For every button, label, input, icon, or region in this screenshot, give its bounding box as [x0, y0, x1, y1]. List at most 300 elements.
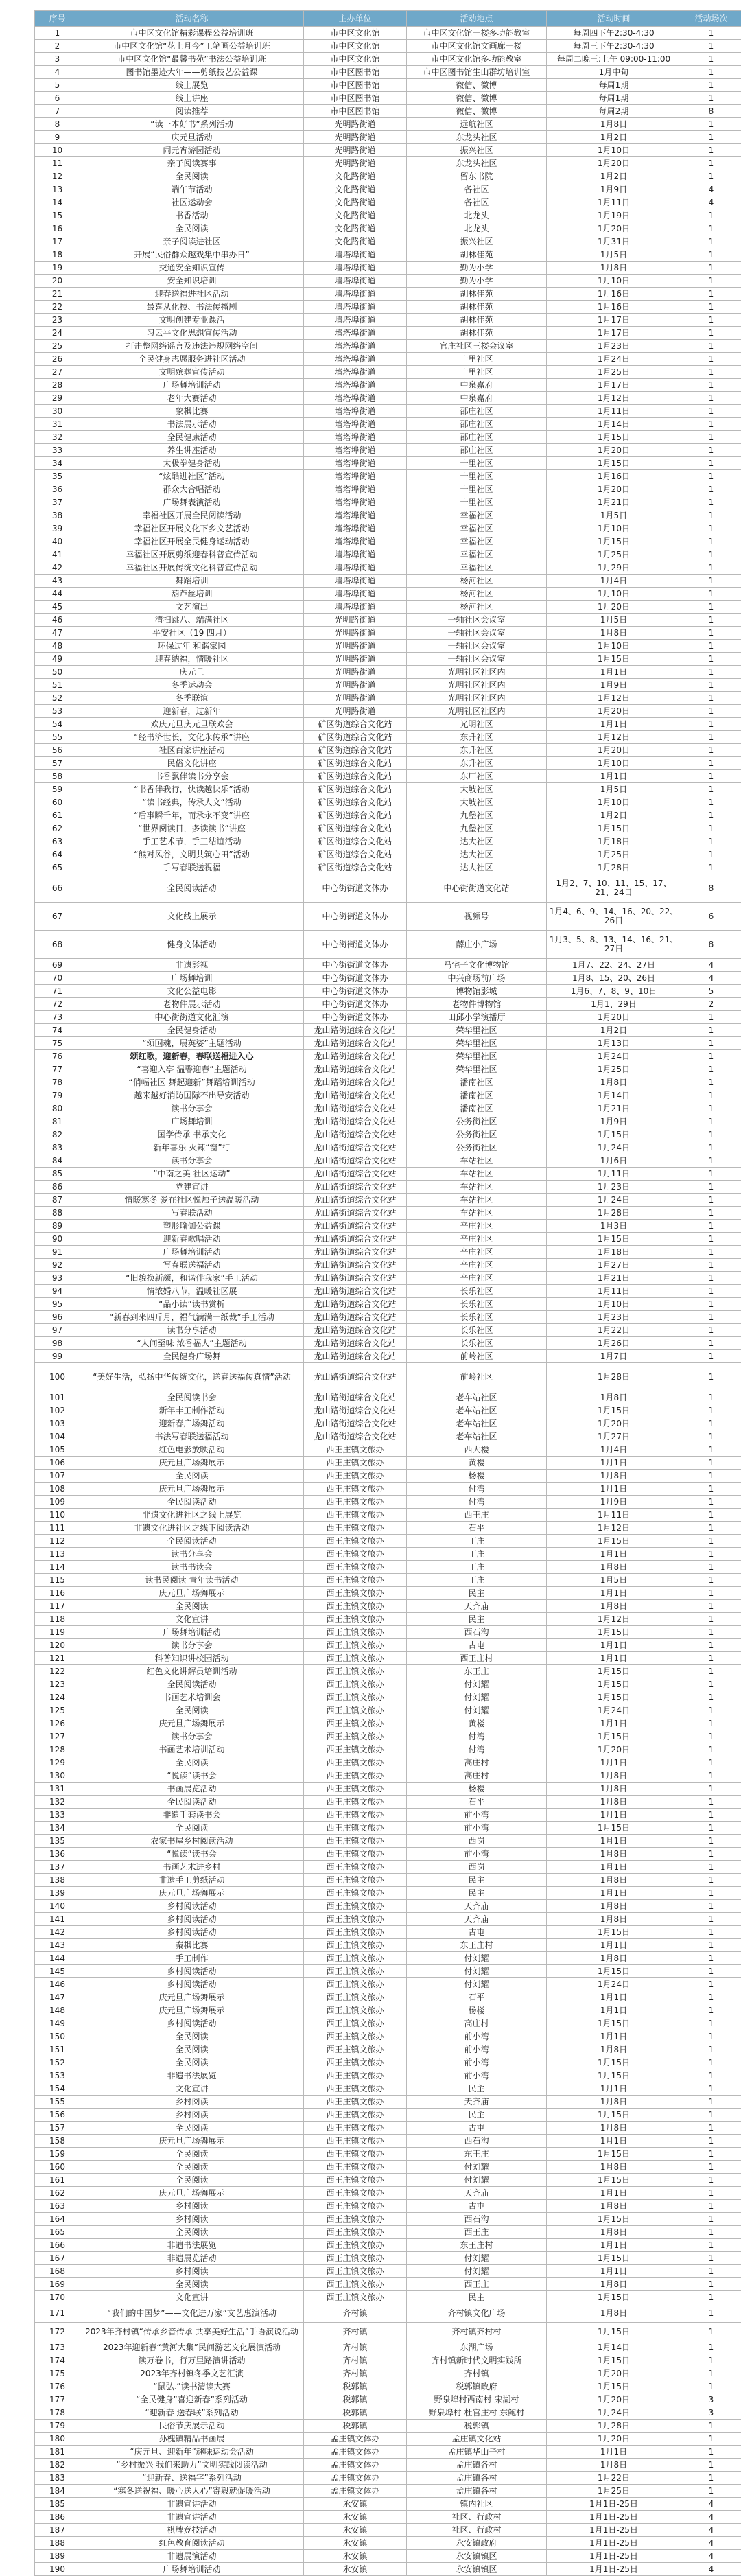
cell-time: 1月7日	[547, 1350, 681, 1363]
cell-organizer: 西王庄镇文旅办	[304, 1704, 407, 1717]
table-row	[35, 79, 741, 92]
cell-time: 1月25日	[547, 366, 681, 379]
cell-index: 147	[35, 1991, 80, 2004]
cell-location: 东王庄	[407, 2148, 547, 2161]
cell-sessions: 1	[681, 1194, 741, 1207]
table-row	[35, 1978, 741, 1991]
cell-organizer: 齐村镇	[304, 2354, 407, 2367]
table-row	[35, 2096, 741, 2109]
cell-organizer: 墙塔埠街道	[304, 366, 407, 379]
cell-location: 东升社区	[407, 744, 547, 757]
cell-time: 1月25日	[547, 2485, 681, 2498]
cell-activity-name: 打击整网络谣言及违法违规网络空间	[80, 340, 304, 353]
cell-sessions: 1	[681, 1430, 741, 1443]
table-row	[35, 1076, 741, 1089]
cell-sessions: 1	[681, 653, 741, 666]
table-row	[35, 522, 741, 535]
cell-sessions: 1	[681, 1939, 741, 1952]
cell-index: 162	[35, 2187, 80, 2200]
cell-location: 马宅子文化博物馆	[407, 959, 547, 972]
cell-sessions: 1	[681, 2069, 741, 2082]
cell-sessions: 4	[681, 196, 741, 209]
cell-sessions: 1	[681, 1704, 741, 1717]
table-row	[35, 92, 741, 105]
table-row	[35, 1769, 741, 1783]
cell-activity-name: 党建宣讲	[80, 1181, 304, 1194]
table-row	[35, 27, 741, 40]
cell-time: 1月20日	[547, 705, 681, 718]
cell-location: 付刘耀	[407, 2161, 547, 2174]
cell-sessions: 1	[681, 1037, 741, 1050]
cell-index: 96	[35, 1311, 80, 1324]
cell-activity-name: 全民阅读	[80, 2030, 304, 2043]
cell-time: 1月8日	[547, 118, 681, 131]
cell-activity-name: 非遗宣讲活动	[80, 2498, 304, 2511]
cell-time: 1月8日	[547, 1913, 681, 1926]
header-organizer: 主办单位	[304, 11, 407, 27]
cell-index: 120	[35, 1639, 80, 1652]
cell-sessions: 1	[681, 1613, 741, 1626]
cell-sessions: 1	[681, 1861, 741, 1874]
cell-location: 杨楼	[407, 2004, 547, 2017]
cell-time: 1月8日	[547, 1900, 681, 1913]
cell-organizer: 西王庄镇文旅办	[304, 1730, 407, 1743]
cell-time: 1月1、29日	[547, 998, 681, 1011]
cell-sessions: 5	[681, 985, 741, 998]
cell-index: 19	[35, 262, 80, 275]
cell-time: 1月4日	[547, 1443, 681, 1457]
cell-sessions: 1	[681, 444, 741, 457]
cell-index: 74	[35, 1024, 80, 1037]
table-row	[35, 235, 741, 248]
cell-time: 1月1日	[547, 1717, 681, 1730]
cell-time: 1月4、6、9、14、16、20、22、26日	[547, 903, 681, 931]
table-row	[35, 959, 741, 972]
cell-location: 邵庄社区	[407, 418, 547, 431]
table-row	[35, 1691, 741, 1704]
cell-organizer: 龙山路街道综合文化站	[304, 1350, 407, 1363]
table-row	[35, 1926, 741, 1939]
cell-index: 164	[35, 2213, 80, 2226]
cell-location: 孟庄镇文化站	[407, 2433, 547, 2446]
cell-sessions: 4	[681, 2511, 741, 2524]
cell-sessions: 1	[681, 1496, 741, 1509]
cell-activity-name: 非遗文化进社区之线下阅读活动	[80, 1522, 304, 1535]
table-row	[35, 548, 741, 561]
table-row	[35, 1154, 741, 1168]
cell-location: 东升社区	[407, 731, 547, 744]
cell-index: 40	[35, 535, 80, 548]
cell-location: 各社区	[407, 183, 547, 196]
cell-index: 23	[35, 314, 80, 327]
cell-location: 社区、行政村	[407, 2511, 547, 2524]
cell-time: 1月10日	[547, 275, 681, 288]
cell-organizer: 光明路街道	[304, 666, 407, 679]
cell-organizer: 中心街街道文体办	[304, 998, 407, 1011]
cell-time: 1月24日	[547, 1050, 681, 1063]
cell-location: 天齐庙	[407, 2096, 547, 2109]
cell-organizer: 文化路街道	[304, 222, 407, 235]
cell-sessions: 1	[681, 522, 741, 535]
cell-index: 95	[35, 1298, 80, 1311]
cell-location: 永安镇政府	[407, 2537, 547, 2550]
cell-location: 高庄村	[407, 1756, 547, 1769]
cell-organizer: 龙山路街道综合文化站	[304, 1168, 407, 1181]
cell-sessions: 1	[681, 2354, 741, 2367]
cell-location: 付刘耀	[407, 1952, 547, 1965]
cell-activity-name: 全民阅读	[80, 170, 304, 183]
cell-location: 中泉嘉府	[407, 392, 547, 405]
cell-index: 89	[35, 1220, 80, 1233]
cell-activity-name: 平安社区（19 四月）	[80, 627, 304, 640]
table-row	[35, 1574, 741, 1587]
cell-sessions: 1	[681, 2213, 741, 2226]
table-row	[35, 588, 741, 601]
cell-activity-name: “俏幅社区 舞起迎新”舞蹈培训活动	[80, 1076, 304, 1089]
cell-time: 1月11日	[547, 1168, 681, 1181]
cell-organizer: 孟庄镇文体办	[304, 2446, 407, 2459]
cell-sessions: 1	[681, 170, 741, 183]
table-row	[35, 1417, 741, 1430]
cell-index: 105	[35, 1443, 80, 1457]
cell-index: 137	[35, 1861, 80, 1874]
cell-index: 133	[35, 1809, 80, 1822]
table-row	[35, 157, 741, 170]
cell-index: 16	[35, 222, 80, 235]
cell-location: 石平	[407, 1991, 547, 2004]
cell-index: 129	[35, 1756, 80, 1769]
cell-index: 15	[35, 209, 80, 222]
cell-index: 33	[35, 444, 80, 457]
cell-location: 丁庄	[407, 1535, 547, 1548]
cell-organizer: 西王庄镇文旅办	[304, 1835, 407, 1848]
cell-location: 九堡社区	[407, 809, 547, 822]
cell-sessions: 1	[681, 744, 741, 757]
cell-time: 1月2日	[547, 1024, 681, 1037]
cell-index: 168	[35, 2265, 80, 2278]
cell-time: 1月1日	[547, 2004, 681, 2017]
cell-location: 邵庄社区	[407, 405, 547, 418]
cell-time: 1月15日	[547, 2017, 681, 2030]
cell-organizer: 西王庄镇文旅办	[304, 2187, 407, 2200]
table-row	[35, 1141, 741, 1154]
cell-activity-name: 读书分享活动	[80, 1324, 304, 1337]
cell-location: 天齐庙	[407, 2187, 547, 2200]
header-time: 活动时间	[547, 11, 681, 27]
cell-sessions: 1	[681, 392, 741, 405]
cell-sessions: 1	[681, 2341, 741, 2354]
cell-activity-name: 手工艺术节，手工结谊活动	[80, 835, 304, 848]
cell-location: 前小湾	[407, 2056, 547, 2069]
cell-activity-name: 全民阅读	[80, 2148, 304, 2161]
cell-index: 99	[35, 1350, 80, 1363]
table-row	[35, 1128, 741, 1141]
cell-time: 1月8日	[547, 2043, 681, 2056]
cell-organizer: 墙塔埠街道	[304, 588, 407, 601]
table-row	[35, 2393, 741, 2406]
cell-time: 1月15日	[547, 1730, 681, 1743]
cell-activity-name: 老年大赛活动	[80, 392, 304, 405]
cell-sessions: 1	[681, 1154, 741, 1168]
cell-organizer: 西王庄镇文旅办	[304, 1639, 407, 1652]
cell-index: 136	[35, 1848, 80, 1861]
cell-organizer: 西王庄镇文旅办	[304, 1626, 407, 1639]
cell-time: 1月15日	[547, 1128, 681, 1141]
table-row	[35, 770, 741, 783]
cell-index: 81	[35, 1115, 80, 1128]
cell-sessions: 1	[681, 2226, 741, 2239]
cell-time: 1月1日	[547, 1835, 681, 1848]
cell-activity-name: 秦棋比赛	[80, 1939, 304, 1952]
cell-activity-name: 全民阅读	[80, 1822, 304, 1835]
cell-time: 1月15日	[547, 2069, 681, 2082]
cell-organizer: 西王庄镇文旅办	[304, 2161, 407, 2174]
cell-index: 109	[35, 1496, 80, 1509]
cell-index: 182	[35, 2459, 80, 2472]
cell-sessions: 4	[681, 2524, 741, 2537]
cell-sessions: 1	[681, 1626, 741, 1639]
cell-activity-name: 书画艺术培训活动	[80, 1743, 304, 1756]
cell-activity-name: 书画展览活动	[80, 1783, 304, 1796]
cell-activity-name: “世界阅读日，多读读书”讲座	[80, 822, 304, 835]
cell-time: 1月24日	[547, 1978, 681, 1991]
cell-index: 116	[35, 1587, 80, 1600]
cell-location: 齐村镇	[407, 2367, 547, 2380]
cell-index: 21	[35, 288, 80, 301]
cell-sessions: 1	[681, 431, 741, 444]
cell-time: 1月15日	[547, 457, 681, 470]
cell-organizer: 西王庄镇文旅办	[304, 1848, 407, 1861]
cell-activity-name: 情暖寒冬 爱在社区悦烛子送温暖活动	[80, 1194, 304, 1207]
table-row	[35, 2354, 741, 2367]
cell-location: 达大社区	[407, 835, 547, 848]
table-row	[35, 40, 741, 53]
table-row	[35, 2511, 741, 2524]
cell-time: 1月16日	[547, 301, 681, 314]
cell-index: 61	[35, 809, 80, 822]
cell-sessions: 1	[681, 2367, 741, 2380]
cell-index: 11	[35, 157, 80, 170]
cell-index: 165	[35, 2226, 80, 2239]
cell-index: 115	[35, 1574, 80, 1587]
cell-activity-name: 市中区文化馆“花上月今”工笔画公益培训班	[80, 40, 304, 53]
cell-index: 47	[35, 627, 80, 640]
table-row	[35, 2550, 741, 2563]
table-row	[35, 1443, 741, 1457]
table-row	[35, 1991, 741, 2004]
cell-organizer: 西王庄镇文旅办	[304, 1678, 407, 1691]
cell-index: 77	[35, 1063, 80, 1076]
cell-index: 56	[35, 744, 80, 757]
cell-location: 辛庄社区	[407, 1246, 547, 1259]
cell-time: 1月15日	[547, 653, 681, 666]
table-row	[35, 2304, 741, 2323]
table-row	[35, 1509, 741, 1522]
cell-organizer: 西王庄镇文旅办	[304, 1874, 407, 1887]
cell-activity-name: “新春到来四斤月，福气满满一纸裁”手工活动	[80, 1311, 304, 1324]
cell-location: 胡林佳苑	[407, 288, 547, 301]
cell-activity-name: 乡村阅读	[80, 2109, 304, 2122]
cell-sessions: 1	[681, 222, 741, 235]
cell-index: 14	[35, 196, 80, 209]
cell-activity-name: 迎新春广场舞活动	[80, 1417, 304, 1430]
cell-index: 35	[35, 470, 80, 483]
table-row	[35, 1233, 741, 1246]
cell-sessions: 1	[681, 1141, 741, 1154]
table-row	[35, 1181, 741, 1194]
cell-sessions: 4	[681, 972, 741, 985]
table-row	[35, 2252, 741, 2265]
cell-sessions: 1	[681, 2252, 741, 2265]
cell-index: 86	[35, 1181, 80, 1194]
cell-organizer: 龙山路街道综合文化站	[304, 1050, 407, 1063]
cell-activity-name: 书画艺术进乡村	[80, 1861, 304, 1874]
cell-location: 长乐社区	[407, 1285, 547, 1298]
cell-sessions: 1	[681, 1691, 741, 1704]
cell-index: 13	[35, 183, 80, 196]
cell-sessions: 1	[681, 1730, 741, 1743]
cell-time: 1月9日	[547, 183, 681, 196]
cell-activity-name: 读书书读会	[80, 1561, 304, 1574]
cell-sessions: 1	[681, 1874, 741, 1887]
cell-sessions: 1	[681, 822, 741, 835]
table-row	[35, 1704, 741, 1717]
cell-time: 1月1日	[547, 1861, 681, 1874]
cell-organizer: 龙山路街道综合文化站	[304, 1272, 407, 1285]
cell-time: 每周三下午2:30-4:30	[547, 40, 681, 53]
cell-sessions: 1	[681, 40, 741, 53]
cell-organizer: 西王庄镇文旅办	[304, 1535, 407, 1548]
table-row	[35, 66, 741, 79]
cell-sessions: 1	[681, 731, 741, 744]
cell-index: 103	[35, 1417, 80, 1430]
activity-table	[34, 10, 741, 2576]
cell-index: 180	[35, 2433, 80, 2446]
table-row	[35, 2239, 741, 2252]
cell-activity-name: 全民阅读	[80, 1756, 304, 1769]
table-row	[35, 666, 741, 679]
cell-activity-name: “悦读”读书会	[80, 1769, 304, 1783]
cell-index: 146	[35, 1978, 80, 1991]
cell-organizer: 矿区街道综合文化站	[304, 757, 407, 770]
cell-index: 100	[35, 1363, 80, 1391]
cell-activity-name: 亲子阅读进社区	[80, 235, 304, 248]
table-row	[35, 53, 741, 66]
cell-location: 西石沟	[407, 2135, 547, 2148]
cell-organizer: 市中区文化馆	[304, 53, 407, 66]
cell-location: 勤为小学	[407, 275, 547, 288]
cell-index: 177	[35, 2393, 80, 2406]
table-row	[35, 1887, 741, 1900]
cell-time: 1月20日	[547, 2367, 681, 2380]
cell-index: 155	[35, 2096, 80, 2109]
cell-activity-name: “后事瞬千年，而承永不变”讲座	[80, 809, 304, 822]
cell-time: 1月18日	[547, 1246, 681, 1259]
cell-index: 167	[35, 2252, 80, 2265]
table-row	[35, 2485, 741, 2498]
table-row	[35, 731, 741, 744]
cell-organizer: 西王庄镇文旅办	[304, 1691, 407, 1704]
cell-organizer: 西王庄镇文旅办	[304, 1548, 407, 1561]
cell-time: 1月20日	[547, 157, 681, 170]
table-row	[35, 744, 741, 757]
cell-time: 1月8日	[547, 2122, 681, 2135]
cell-sessions: 1	[681, 1404, 741, 1417]
cell-time: 1月21日	[547, 1272, 681, 1285]
cell-sessions: 1	[681, 353, 741, 366]
cell-activity-name: 民俗节庆展示活动	[80, 2420, 304, 2433]
cell-index: 39	[35, 522, 80, 535]
cell-index: 181	[35, 2446, 80, 2459]
cell-activity-name: 非遗文化进社区之线上展览	[80, 1509, 304, 1522]
cell-activity-name: 全民阅读	[80, 222, 304, 235]
cell-index: 131	[35, 1783, 80, 1796]
cell-location: 荣华里社区	[407, 1050, 547, 1063]
table-row	[35, 509, 741, 522]
cell-index: 29	[35, 392, 80, 405]
cell-index: 172	[35, 2323, 80, 2341]
cell-organizer: 西王庄镇文旅办	[304, 1965, 407, 1978]
cell-time: 1月11日	[547, 196, 681, 209]
cell-organizer: 光明路街道	[304, 679, 407, 692]
cell-location: 前岭社区	[407, 1363, 547, 1391]
cell-activity-name: 写春联送福活动	[80, 1259, 304, 1272]
cell-activity-name: 开展“民俗群众趣戏集中串办日”	[80, 248, 304, 262]
cell-location: 黄楼	[407, 1457, 547, 1470]
cell-activity-name: 全民健康活动	[80, 431, 304, 444]
cell-time: 1月1日	[547, 2135, 681, 2148]
cell-location: 车站社区	[407, 1168, 547, 1181]
cell-time: 1月5日	[547, 1574, 681, 1587]
cell-sessions: 1	[681, 1483, 741, 1496]
table-row	[35, 692, 741, 705]
cell-time: 1月1日	[547, 2239, 681, 2252]
cell-organizer: 西王庄镇文旅办	[304, 1509, 407, 1522]
table-row	[35, 2213, 741, 2226]
header-activity-name: 活动名称	[80, 11, 304, 27]
table-row	[35, 2459, 741, 2472]
cell-activity-name: 非遗展览活动	[80, 2252, 304, 2265]
table-row	[35, 1050, 741, 1063]
cell-index: 85	[35, 1168, 80, 1181]
cell-organizer: 永安镇	[304, 2511, 407, 2524]
table-row	[35, 1861, 741, 1874]
cell-index: 135	[35, 1835, 80, 1848]
cell-sessions: 1	[681, 1207, 741, 1220]
cell-organizer: 龙山路街道综合文化站	[304, 1233, 407, 1246]
cell-time: 1月9日	[547, 679, 681, 692]
cell-sessions: 1	[681, 601, 741, 614]
cell-time: 1月28日	[547, 1207, 681, 1220]
cell-location: 远航社区	[407, 118, 547, 131]
cell-time: 1月1日	[547, 1809, 681, 1822]
cell-index: 101	[35, 1391, 80, 1404]
cell-time: 1月28日	[547, 861, 681, 874]
table-row	[35, 1913, 741, 1926]
cell-index: 60	[35, 796, 80, 809]
cell-sessions: 1	[681, 1991, 741, 2004]
cell-activity-name: 群众大合唱活动	[80, 483, 304, 496]
cell-sessions: 1	[681, 1756, 741, 1769]
cell-sessions: 1	[681, 496, 741, 509]
table-row	[35, 1063, 741, 1076]
cell-sessions: 1	[681, 2017, 741, 2030]
cell-sessions: 3	[681, 2406, 741, 2420]
cell-time: 1月15日	[547, 1626, 681, 1639]
cell-time: 1月5日	[547, 783, 681, 796]
table-row	[35, 601, 741, 614]
cell-activity-name: 全民阅读	[80, 2161, 304, 2174]
